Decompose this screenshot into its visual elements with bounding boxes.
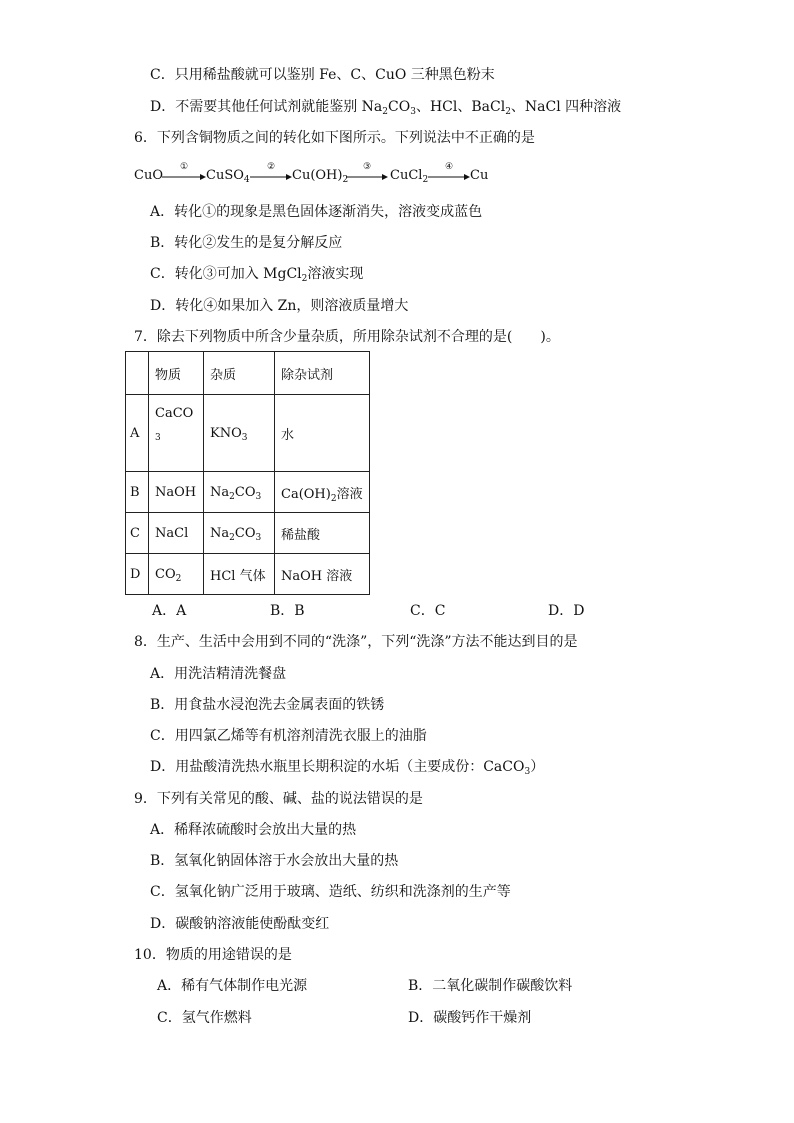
q6-option-b: B．转化②发生的是复分解反应 xyxy=(150,235,343,251)
arrow-right-icon xyxy=(250,174,292,180)
q8-option-b: B．用食盐水浸泡洗去金属表面的铁锈 xyxy=(150,697,385,713)
q10-stem: 10．物质的用途错误的是 xyxy=(134,947,292,963)
impurity-cell: $KNO_3$ xyxy=(204,395,275,472)
reagent-cell: 水 xyxy=(275,395,370,472)
arrow-1: ① xyxy=(162,162,206,188)
q7-option-c: C．C xyxy=(410,603,446,619)
row-label: B xyxy=(126,472,149,513)
table-header-row xyxy=(126,352,370,395)
arrow-right-icon xyxy=(346,174,388,180)
q5-option-d: D．不需要其他任何试剂就能鉴别 $Na_2CO_3$、HCl、BaCl$_2$、NaCl 四种溶液 xyxy=(150,99,622,117)
q7-option-d: D．D xyxy=(548,603,585,619)
substance-cell: $CO_2$ xyxy=(149,554,204,595)
reagent-cell: 稀盐酸 xyxy=(275,513,370,554)
q9-option-c: C．氢氧化钠广泛用于玻璃、造纸、纺织和洗涤剂的生产等 xyxy=(150,884,511,900)
substance-cell: NaOH xyxy=(149,472,204,513)
q8-stem: 8．生产、生活中会用到不同的“洗涤”，下列“洗涤”方法不能达到目的是 xyxy=(134,634,578,650)
arrow-4: ④ xyxy=(428,162,470,188)
q9-option-d: D．碳酸钠溶液能使酚酞变红 xyxy=(150,916,330,932)
header-cell: 物质 xyxy=(149,352,204,395)
q7-stem: 7．除去下列物质中所含少量杂质，所用除杂试剂不合理的是( )。 xyxy=(134,329,560,345)
impurity-cell: $Na_2CO_3$ xyxy=(204,472,275,513)
arrow-3: ③ xyxy=(346,162,388,188)
arrow-2: ② xyxy=(250,162,292,188)
impurity-cell: HCl 气体 xyxy=(204,554,275,595)
q9-option-a: A．稀释浓硫酸时会放出大量的热 xyxy=(150,822,357,838)
q10-option-b: B．二氧化碳制作碳酸饮料 xyxy=(408,978,573,994)
q10-option-a: A．稀有气体制作电光源 xyxy=(157,978,308,994)
q10-option-c: C．氢气作燃料 xyxy=(157,1010,252,1026)
table-row xyxy=(126,554,370,595)
impurity-cell: $Na_2CO_3$ xyxy=(204,513,275,554)
row-label: A xyxy=(126,395,149,472)
q6-option-c: C．转化③可加入 MgCl$_2$溶液实现 xyxy=(150,266,364,284)
table-row xyxy=(126,513,370,554)
header-cell: 杂质 xyxy=(204,352,275,395)
row-label: D xyxy=(126,554,149,595)
q6-option-a: A．转化①的现象是黑色固体逐渐消失，溶液变成蓝色 xyxy=(150,204,483,220)
row-label: C xyxy=(126,513,149,554)
substance-cell: CaCO 3 xyxy=(149,395,204,472)
q6-option-d: D．转化④如果加入 Zn，则溶液质量增大 xyxy=(150,298,409,314)
q7-table xyxy=(125,351,370,595)
species-cuoh2: $Cu(OH)_2$ xyxy=(292,168,349,185)
q7-option-a: A．A xyxy=(152,603,187,619)
q8-option-a: A．用洗洁精清洗餐盘 xyxy=(150,666,287,682)
table-row xyxy=(126,472,370,513)
q8-option-d: D．用盐酸清洗热水瓶里长期积淀的水垢（主要成份：CaCO$_3$） xyxy=(150,759,545,777)
q6-stem: 6．下列含铜物质之间的转化如下图所示。下列说法中不正确的是 xyxy=(134,130,535,146)
arrow-right-icon xyxy=(162,174,206,180)
header-cell: 除杂试剂 xyxy=(275,352,370,395)
reagent-cell: NaOH 溶液 xyxy=(275,554,370,595)
species-cu: Cu xyxy=(470,168,489,183)
species-cuo: CuO xyxy=(134,168,163,183)
species-cuso4: CuSO$_4$ xyxy=(206,168,250,185)
table-row xyxy=(126,395,370,472)
species-cucl2: CuCl$_2$ xyxy=(390,168,429,185)
header-cell xyxy=(126,352,149,395)
reagent-cell: $Ca(OH)_2$溶液 xyxy=(275,472,370,513)
arrow-right-icon xyxy=(428,174,470,180)
q5-option-c: C．只用稀盐酸就可以鉴别 Fe、C、CuO 三种黑色粉末 xyxy=(150,67,495,83)
q10-option-d: D．碳酸钙作干燥剂 xyxy=(408,1010,532,1026)
q7-option-b: B．B xyxy=(270,603,305,619)
q9-stem: 9．下列有关常见的酸、碱、盐的说法错误的是 xyxy=(134,791,423,807)
q9-option-b: B．氢氧化钠固体溶于水会放出大量的热 xyxy=(150,853,399,869)
q8-option-c: C．用四氯乙烯等有机溶剂清洗衣服上的油脂 xyxy=(150,728,427,744)
substance-cell: NaCl xyxy=(149,513,204,554)
